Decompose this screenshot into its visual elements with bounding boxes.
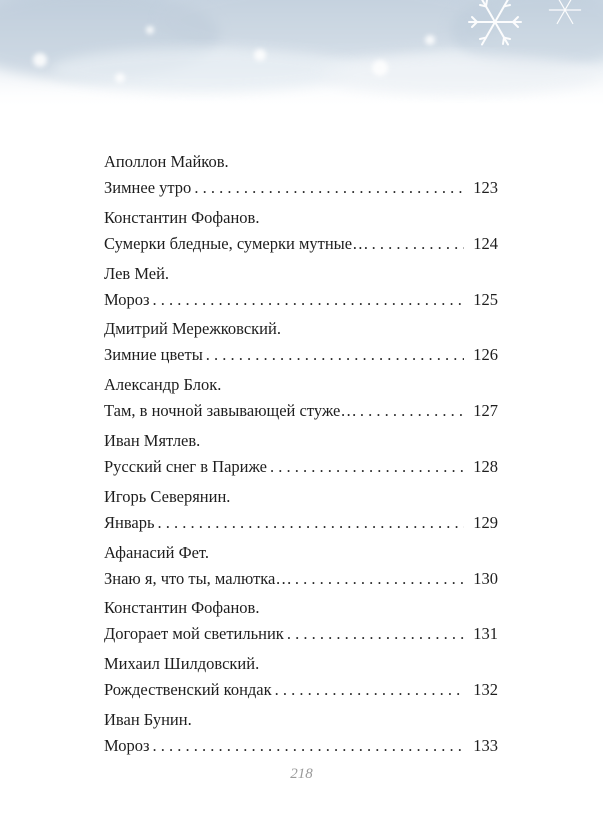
- toc-author: Иван Мятлев.: [104, 430, 201, 450]
- dot-leader: [295, 568, 464, 590]
- toc-page-number: 129: [473, 512, 498, 532]
- toc-title: Русский снег в Париже: [104, 456, 267, 476]
- toc-title: Рождественский кондак: [104, 680, 272, 700]
- toc-author: Афанасий Фет.: [104, 542, 210, 562]
- toc-page-number: 124: [473, 233, 498, 253]
- toc-title: Мороз: [104, 289, 150, 309]
- toc-title: Зимние цветы: [104, 345, 203, 365]
- dot-leader: [270, 456, 464, 478]
- toc-title: Догорает мой светильник: [104, 624, 284, 644]
- toc-title: Январь: [104, 512, 155, 532]
- dot-leader: [153, 289, 464, 311]
- toc-title-line: [104, 289, 498, 311]
- toc-entry: [104, 207, 498, 263]
- toc-entry: [104, 653, 498, 709]
- toc-title-line: [104, 568, 498, 590]
- toc-author: Константин Фофанов.: [104, 207, 260, 227]
- toc-author: Иван Бунин.: [104, 709, 192, 729]
- toc-author: Лев Мей.: [104, 263, 170, 283]
- toc-entry: [104, 597, 498, 653]
- toc-author: Михаил Шилдовский.: [104, 654, 260, 674]
- toc-title-line: [104, 400, 498, 422]
- toc-title-line: [104, 456, 498, 478]
- dot-leader: [372, 233, 464, 255]
- frost-header-decoration: [0, 0, 603, 130]
- dot-leader: [153, 735, 464, 757]
- toc-entry: [104, 263, 498, 319]
- dot-leader: [360, 400, 464, 422]
- toc-entry: [104, 709, 498, 765]
- toc-title: Там, в ночной завывающей стуже…: [104, 401, 357, 421]
- toc-title: Зимнее утро: [104, 178, 192, 197]
- toc-page-number: 126: [473, 345, 498, 365]
- toc-page-number: 132: [473, 680, 498, 700]
- toc-page-number: 125: [473, 289, 498, 309]
- toc-entry: [104, 486, 498, 542]
- toc-page-number: 123: [473, 178, 498, 197]
- toc-title-line: [104, 177, 498, 199]
- dot-leader: [158, 512, 464, 534]
- toc-entry: [104, 542, 498, 598]
- toc-entry: [104, 430, 498, 486]
- toc-author: Дмитрий Мережковский.: [104, 319, 281, 339]
- toc-page-number: 130: [473, 568, 498, 588]
- toc-author: Игорь Северянин.: [104, 486, 231, 506]
- toc-title-line: [104, 344, 498, 366]
- toc-page-number: 133: [473, 735, 498, 755]
- dot-leader: [275, 679, 464, 701]
- page-number: 218: [290, 766, 313, 782]
- toc-title: Сумерки бледные, сумерки мутные…: [104, 233, 369, 253]
- toc-entry: [104, 318, 498, 374]
- toc-title: Мороз: [104, 735, 150, 755]
- toc-author: Константин Фофанов.: [104, 598, 260, 618]
- toc-entry: [104, 374, 498, 430]
- toc-title-line: [104, 512, 498, 534]
- toc-title-line: [104, 679, 498, 701]
- toc-author: Александр Блок.: [104, 375, 222, 395]
- toc-entry: [104, 151, 498, 207]
- toc-page-number: 127: [473, 401, 498, 421]
- dot-leader: [287, 623, 464, 645]
- toc-page-number: 131: [473, 624, 498, 644]
- toc-title-line: [104, 735, 498, 757]
- toc-title-line: [104, 233, 498, 255]
- toc-author: Аполлон Майков.: [104, 152, 229, 171]
- toc-title-line: [104, 623, 498, 645]
- toc-title: Знаю я, что ты, малютка…: [104, 568, 292, 588]
- table-of-contents: [104, 151, 498, 765]
- dot-leader: [206, 344, 464, 366]
- dot-leader: [194, 177, 464, 199]
- toc-page-number: 128: [473, 456, 498, 476]
